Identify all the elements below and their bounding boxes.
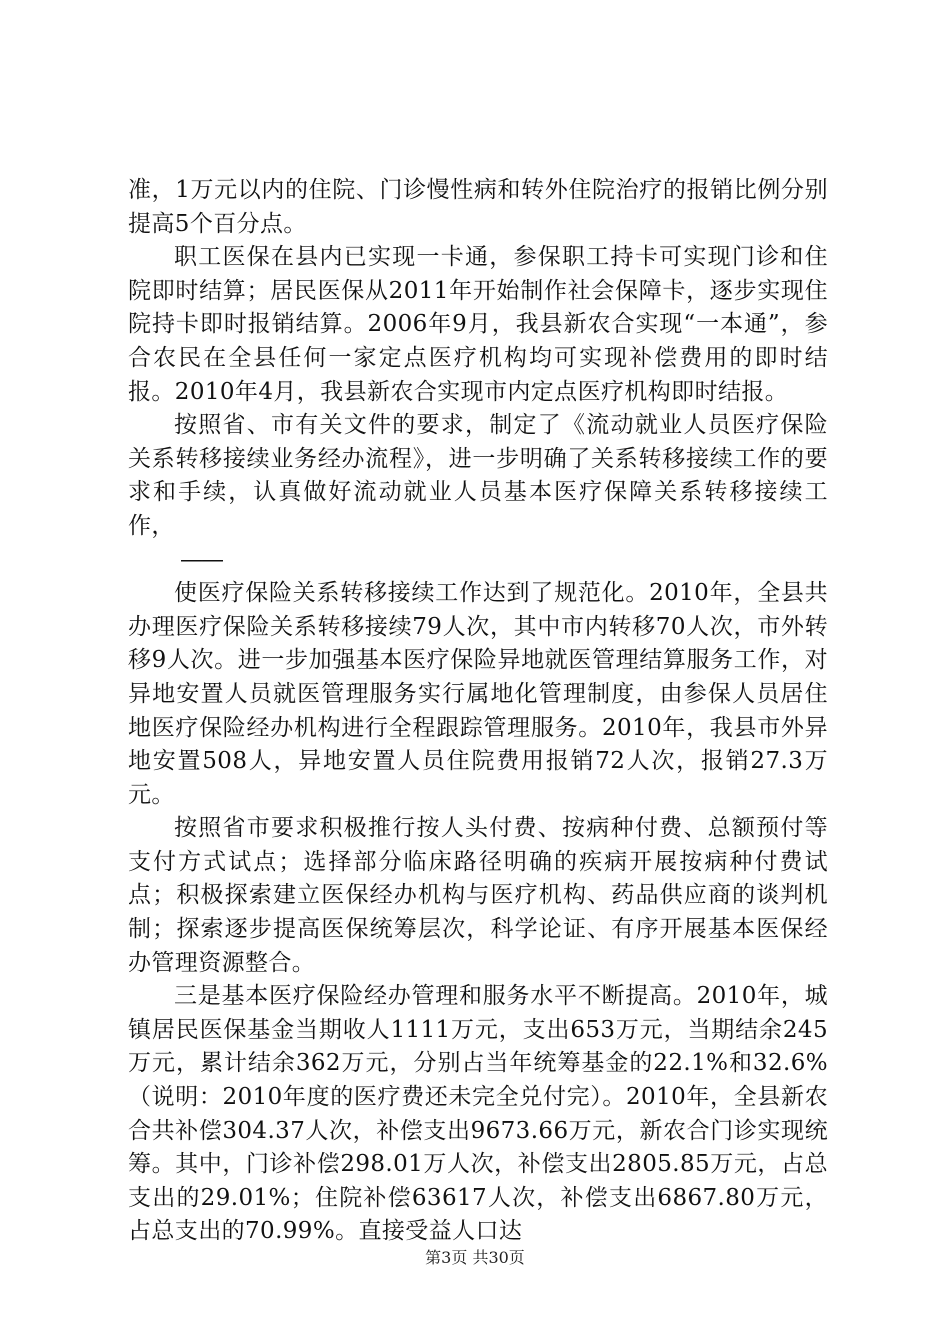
paragraph-fund-statistics: 三是基本医疗保险经办管理和服务水平不断提高。2010年，城镇居民医保基金当期收人1111万元，支出653万元，当期结余245万元，累计结余362万元，分别占当年统筹基金的22.1%和32.6%（说明：2010年度的医疗费还未完全兑付完）。2010年，全县新农合共补偿304.37人次，补偿支出9673.66万元，新农合门诊实现统筹。其中，门诊补偿298.01万人次，补偿支出2805.85万元，占总支出的29.01%；住院补偿63617人次，补偿支出6867.80万元，占总支出的70.99%。直接受益人口达 [128, 983, 828, 1245]
document-body [128, 174, 828, 1249]
paragraph-continuation: 准，1万元以内的住院、门诊慢性病和转外住院治疗的报销比例分别提高5个百分点。 [128, 177, 828, 237]
paragraph-transfer-results: 使医疗保险关系转移接续工作达到了规范化。2010年，全县共办理医疗保险关系转移接续79人次，其中市内转移70人次，市外转移9人次。进一步加强基本医疗保险异地就医管理结算服务工作，对异地安置人员就医管理服务实行属地化管理制度，由参保人员居住地医疗保险经办机构进行全程跟踪管理服务。2010年，我县市外异地安置508人，异地安置人员住院费用报销72人次，报销27.3万元。 [128, 580, 828, 808]
paragraph-medical-card: 职工医保在县内已实现一卡通，参保职工持卡可实现门诊和住院即时结算；居民医保从2011年开始制作社会保障卡，逐步实现住院持卡即时报销结算。2006年9月，我县新农合实现“一本通”，参合农民在全县任何一家定点医疗机构均可实现补偿费用的即时结报。2010年4月，我县新农合实现市内定点医疗机构即时结报。 [128, 244, 828, 405]
paragraph-payment-reform: 按照省市要求积极推行按人头付费、按病种付费、总额预付等支付方式试点；选择部分临床路径明确的疾病开展按病种付费试点；积极探索建立医保经办机构与医疗机构、药品供应商的谈判机制；探索逐步提高医保统筹层次，科学论证、有序开展基本医保经办管理资源整合。 [128, 815, 828, 976]
page-footer: 第3页 共30页 [425, 1248, 525, 1267]
dash-separator: —— [180, 546, 222, 573]
paragraph-transfer-procedure: 按照省、市有关文件的要求，制定了《流动就业人员医疗保险关系转移接续业务经办流程》，进一步明确了关系转移接续工作的要求和手续，认真做好流动就业人员基本医疗保障关系转移接续工作， [128, 412, 828, 539]
